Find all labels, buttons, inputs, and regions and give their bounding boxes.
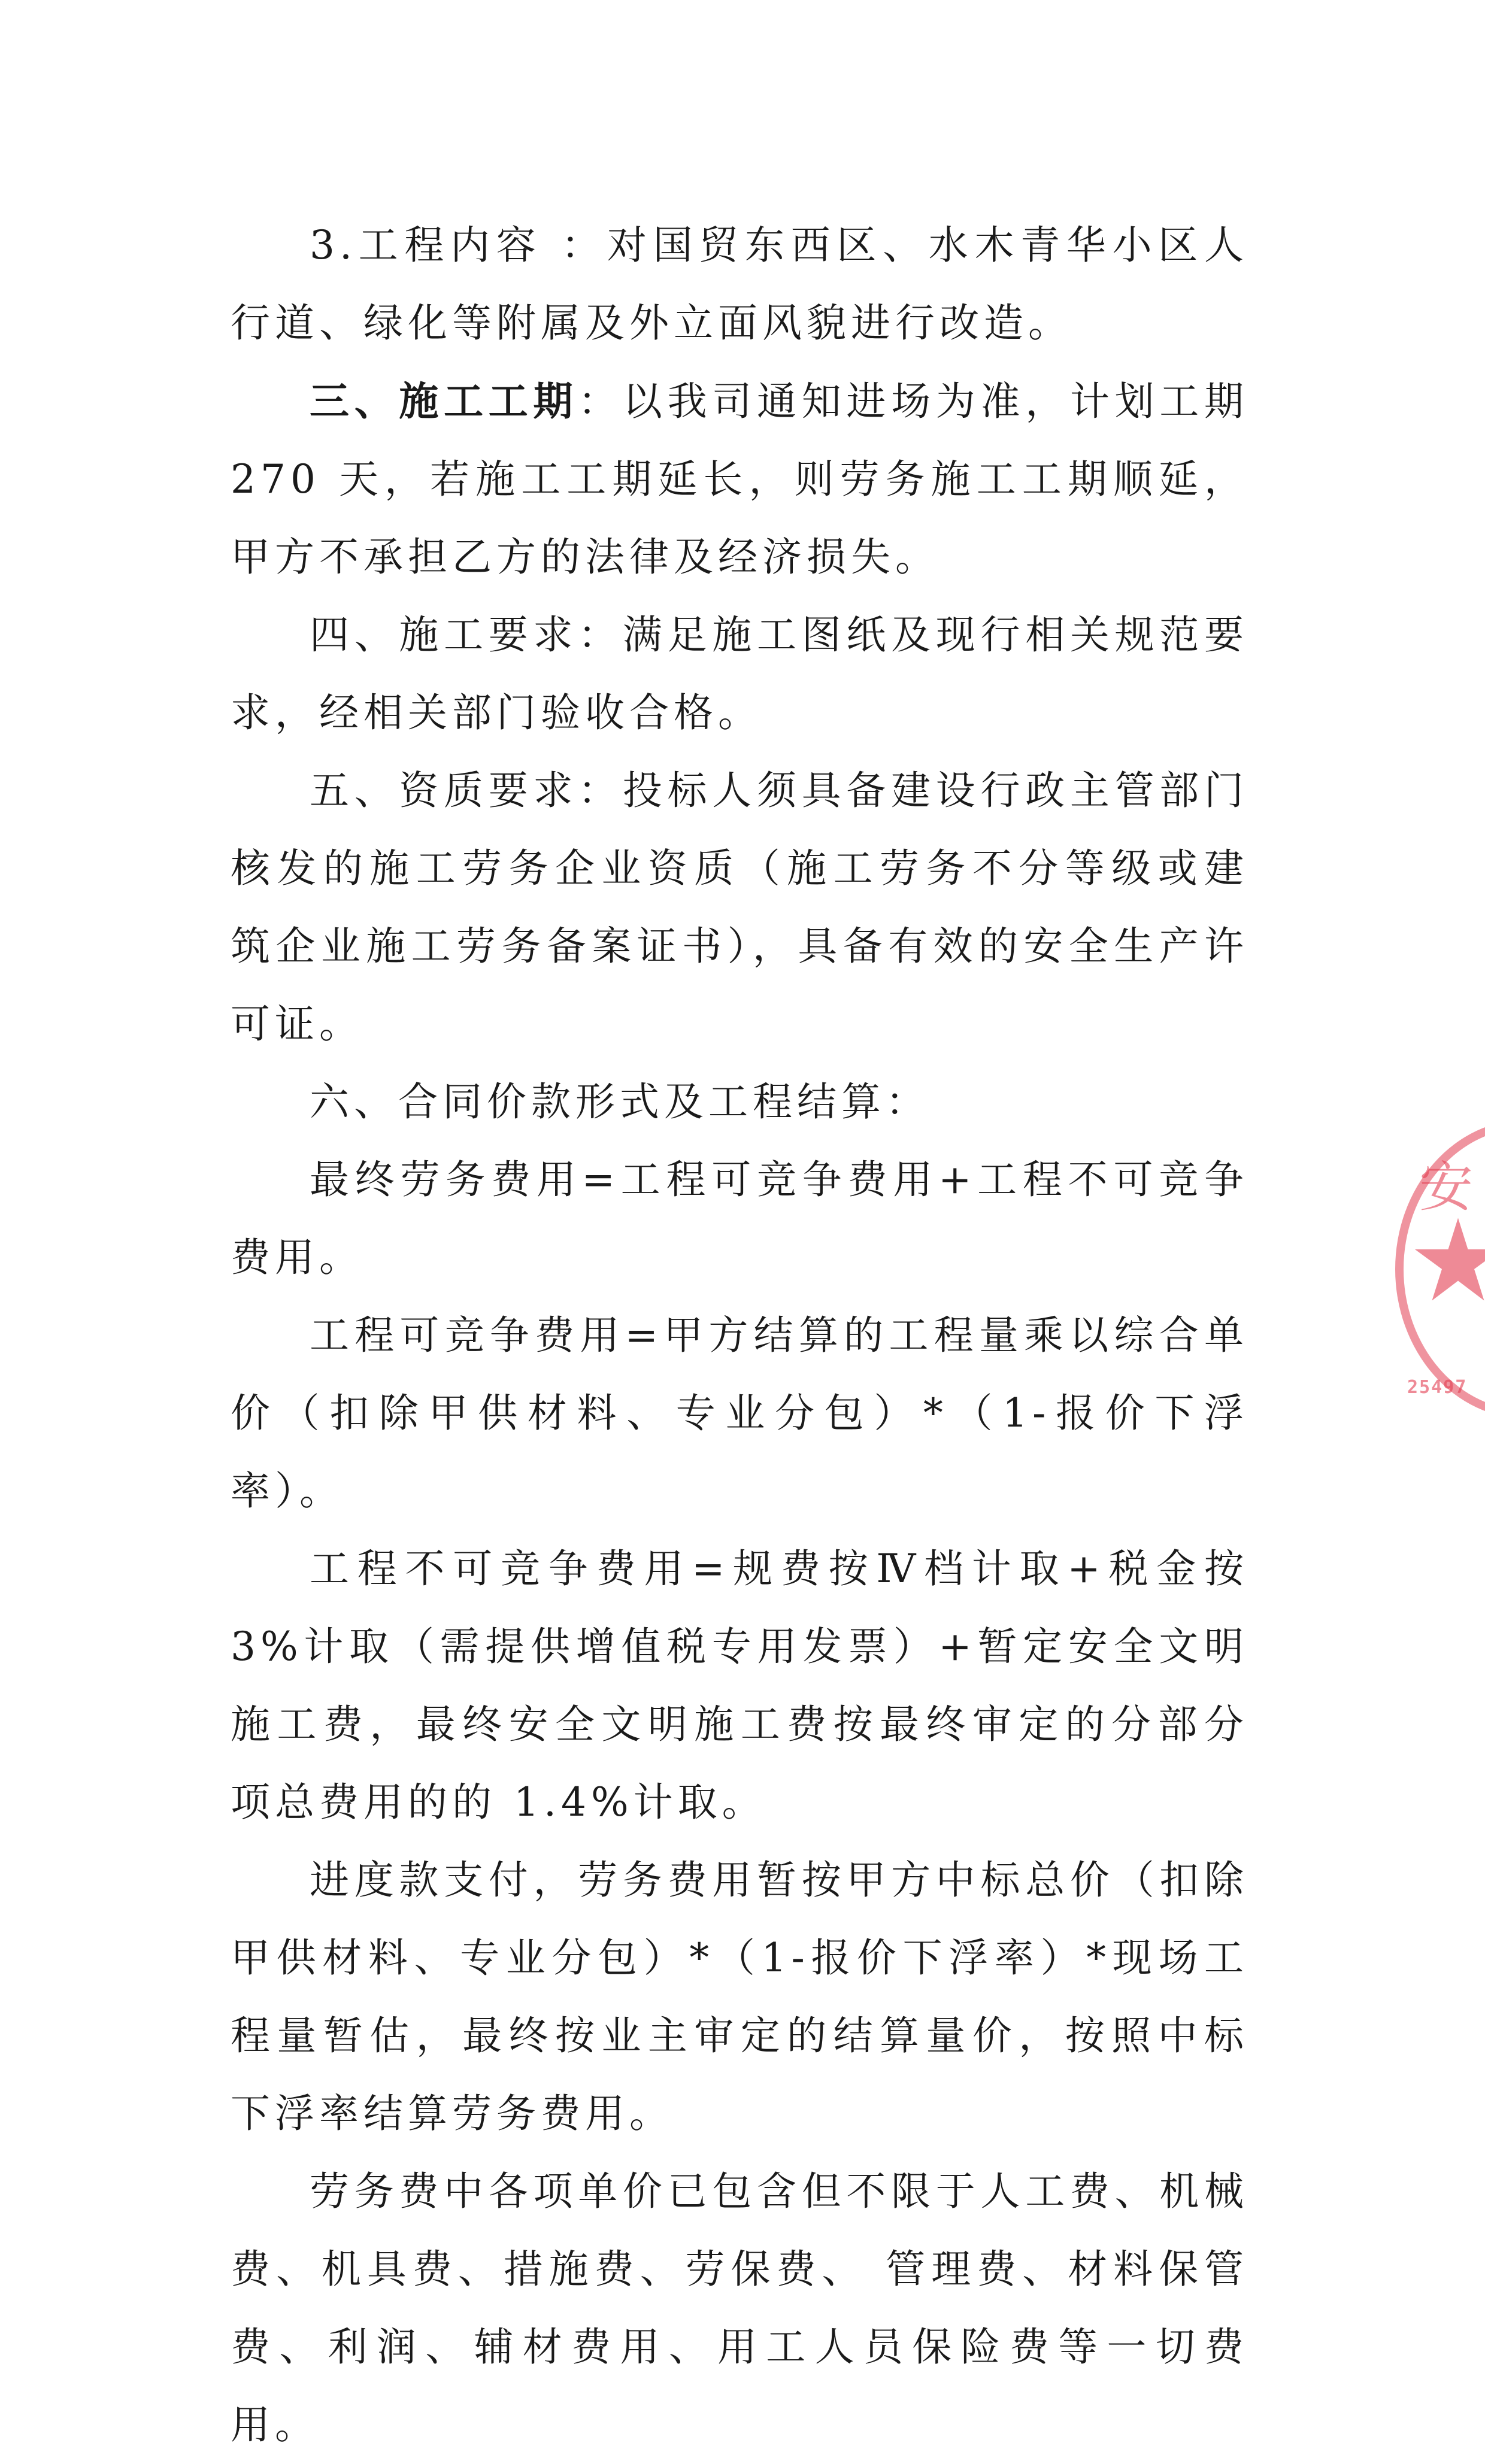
company-seal: [1389, 1119, 1485, 1431]
seal-number: 25497: [1407, 1377, 1468, 1398]
paragraph-competitive-cost: 工程可竞争费用=甲方结算的工程量乘以综合单价（扣除甲供材料、专业分包）*（1-报价下浮率）。: [231, 1312, 1248, 1514]
paragraph-non-competitive-cost: 工程不可竞争费用=规费按Ⅳ档计取+税金按 3%计取（需提供增值税专用发票）+暂定安全文明施工费，最终安全文明施工费按最终审定的分部分项总费用的的 1.4%计取。: [231, 1546, 1248, 1825]
seal-character: 安: [1419, 1156, 1473, 1219]
seal-star-icon: [1413, 1215, 1485, 1305]
paragraph-progress-payment: 进度款支付，劳务费用暂按甲方中标总价（扣除甲供材料、专业分包）*（1-报价下浮率）*现场工程量暂估，最终按业主审定的结算量价，按照中标下浮率结算劳务费用。: [231, 1857, 1248, 2137]
paragraph-construction-requirements: 四、施工要求：满足施工图纸及现行相关规范要求，经相关部门验收合格。: [231, 612, 1248, 736]
paragraph-qualification-requirements: 五、资质要求：投标人须具备建设行政主管部门核发的施工劳务企业资质（施工劳务不分等级或建筑企业施工劳务备案证书），具备有效的安全生产许可证。: [231, 767, 1248, 1047]
document-body: [231, 207, 1248, 2464]
paragraph-contract-price: 六、合同价款形式及工程结算：: [310, 1079, 930, 1125]
paragraph-final-labor-cost: 最终劳务费用=工程可竞争费用+工程不可竞争费用。: [231, 1157, 1248, 1280]
heading-construction-period: 三、施工工期: [310, 378, 578, 424]
paragraph-project-content: 3.工程内容 ：对国贸东西区、水木青华小区人行道、绿化等附属及外立面风貌进行改造。: [231, 222, 1248, 346]
paragraph-unit-price-inclusions: 劳务费中各项单价已包含但不限于人工费、机械费、机具费、措施费、劳保费、 管理费、材料保管费、利润、辅材费用、用工人员保险费等一切费用。: [231, 2168, 1248, 2448]
paragraph-construction-period: 三、施工工期：以我司通知进场为准，计划工期 270 天，若施工工期延长，则劳务施工工期顺延，甲方不承担乙方的法律及经济损失。: [231, 378, 1249, 580]
